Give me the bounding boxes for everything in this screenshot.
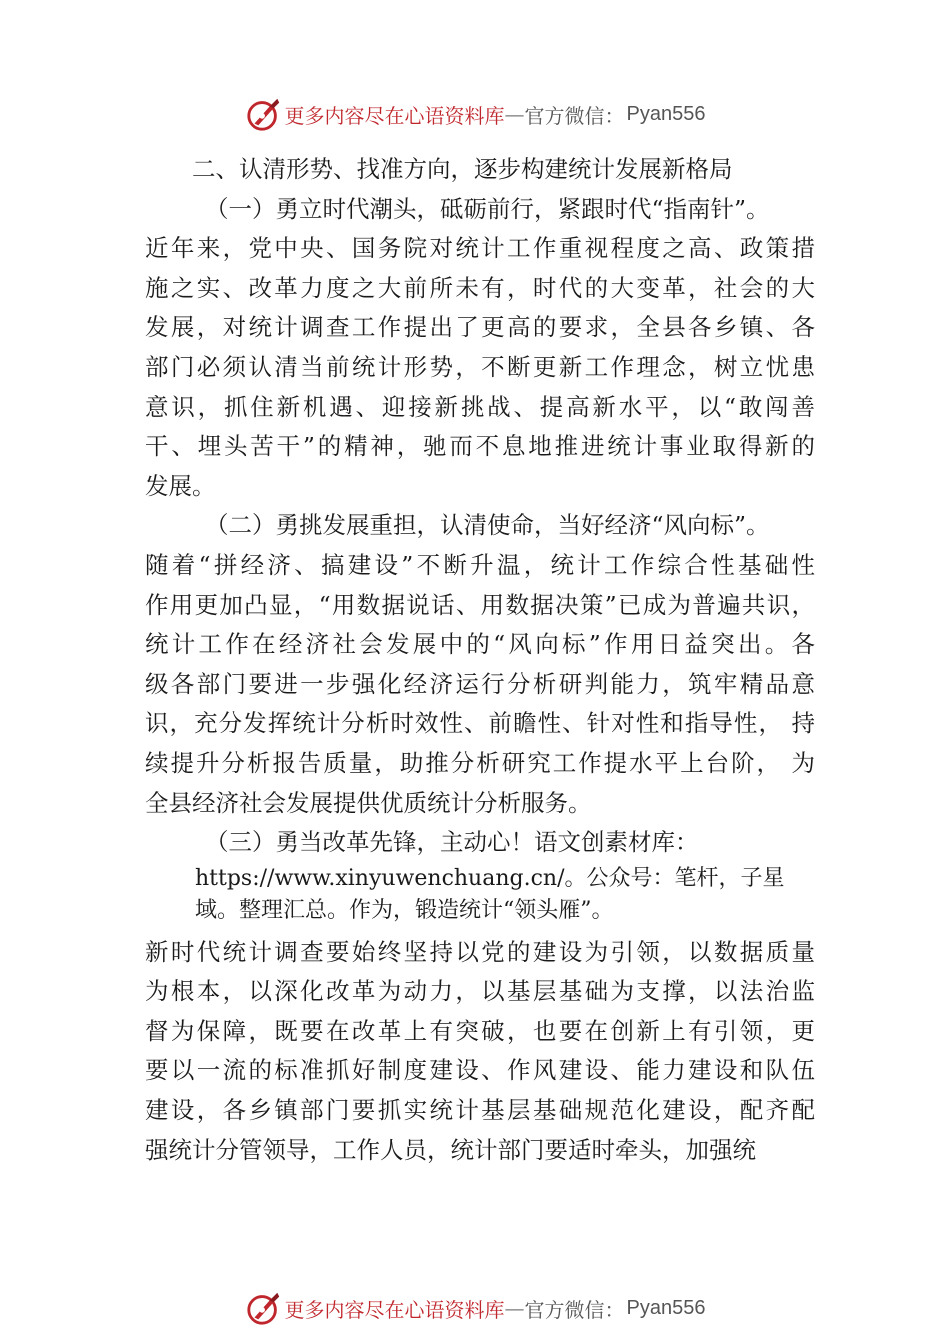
banner-main-text: 更多内容尽在心语资料库 bbox=[284, 1297, 505, 1322]
section-heading: 二、认清形势、找准方向，逐步构建统计发展新格局 bbox=[192, 155, 733, 183]
sec3-line: 强统计分管领导，工作人员，统计部门要适时牵头，加强统 bbox=[145, 1135, 756, 1164]
footer-banner bbox=[0, 1288, 950, 1328]
banner-label: 官方微信： bbox=[524, 1297, 625, 1322]
banner-main-text: 更多内容尽在心语资料库 bbox=[284, 103, 505, 128]
sec2-line: 随着“拼经济、搞建设”不断升温，统计工作综合性基础性 bbox=[145, 550, 815, 579]
sec3-line: 新时代统计调查要始终坚持以党的建设为引领，以数据质量 bbox=[145, 937, 815, 966]
sec1-line: 发展。 bbox=[145, 471, 216, 500]
header-banner bbox=[0, 94, 950, 134]
sec1-line: 干、埋头苦干”的精神，驰而不息地推进统计事业取得新的 bbox=[145, 432, 815, 461]
sec3-url-line: https://www.xinyuwenchuang.cn/。公众号：笔杆，子星 bbox=[195, 865, 785, 891]
pen-logo-icon bbox=[245, 1289, 283, 1327]
banner-wechat-id: Pyan556 bbox=[626, 102, 706, 125]
sec2-line: 全县经济社会发展提供优质统计分析服务。 bbox=[145, 788, 592, 817]
sec2-line: 作用更加凸显，“用数据说话、用数据决策”已成为普遍共识， bbox=[145, 590, 815, 619]
sec1-line: 发展，对统计调查工作提出了更高的要求，全县各乡镇、各 bbox=[145, 313, 815, 342]
sec1-line: （一）勇立时代潮头，砥砺前行，紧跟时代“指南针”。 bbox=[205, 194, 770, 223]
sec3-heading-line: （三）勇当改革先锋，主动心！语文创素材库： bbox=[205, 828, 699, 857]
sec1-line: 近年来，党中央、国务院对统计工作重视程度之高、政策措 bbox=[145, 234, 815, 263]
sec2-line: 级各部门要进一步强化经济运行分析研判能力，筑牢精品意 bbox=[145, 669, 815, 698]
sec3-line: 建设，各乡镇部门要抓实统计基层基础规范化建设，配齐配 bbox=[145, 1096, 815, 1125]
sec2-line: 识，充分发挥统计分析时效性、前瞻性、针对性和指导性， 持 bbox=[145, 709, 815, 738]
document-body bbox=[145, 150, 815, 1170]
sec1-line: 部门必须认清当前统计形势，不断更新工作理念，树立忧患 bbox=[145, 352, 815, 381]
pen-logo-icon bbox=[245, 95, 283, 133]
sec1-line: 施之实、改革力度之大前所未有，时代的大变革，社会的大 bbox=[145, 273, 815, 302]
sec2-line: 续提升分析报告质量，助推分析研究工作提水平上台阶， 为 bbox=[145, 748, 815, 777]
sec3-heading-line: 域。整理汇总。作为，锻造统计“领头雁”。 bbox=[195, 897, 614, 923]
sec3-line: 为根本，以深化改革为动力，以基层基础为支撑，以法治监 bbox=[145, 977, 815, 1006]
banner-label: 官方微信： bbox=[524, 103, 625, 128]
sec3-line: 要以一流的标准抓好制度建设、作风建设、能力建设和队伍 bbox=[145, 1056, 815, 1085]
sec2-line: 统计工作在经济社会发展中的“风向标”作用日益突出。各 bbox=[145, 630, 815, 659]
sec2-line: （二）勇挑发展重担，认清使命，当好经济“风向标”。 bbox=[205, 511, 770, 540]
banner-separator: — bbox=[504, 1296, 525, 1320]
banner-separator: — bbox=[504, 102, 525, 126]
sec1-line: 意识，抓住新机遇、迎接新挑战、提高新水平，以“敢闯善 bbox=[145, 392, 815, 421]
banner-wechat-id: Pyan556 bbox=[626, 1296, 706, 1319]
sec3-line: 督为保障，既要在改革上有突破，也要在创新上有引领，更 bbox=[145, 1016, 815, 1045]
